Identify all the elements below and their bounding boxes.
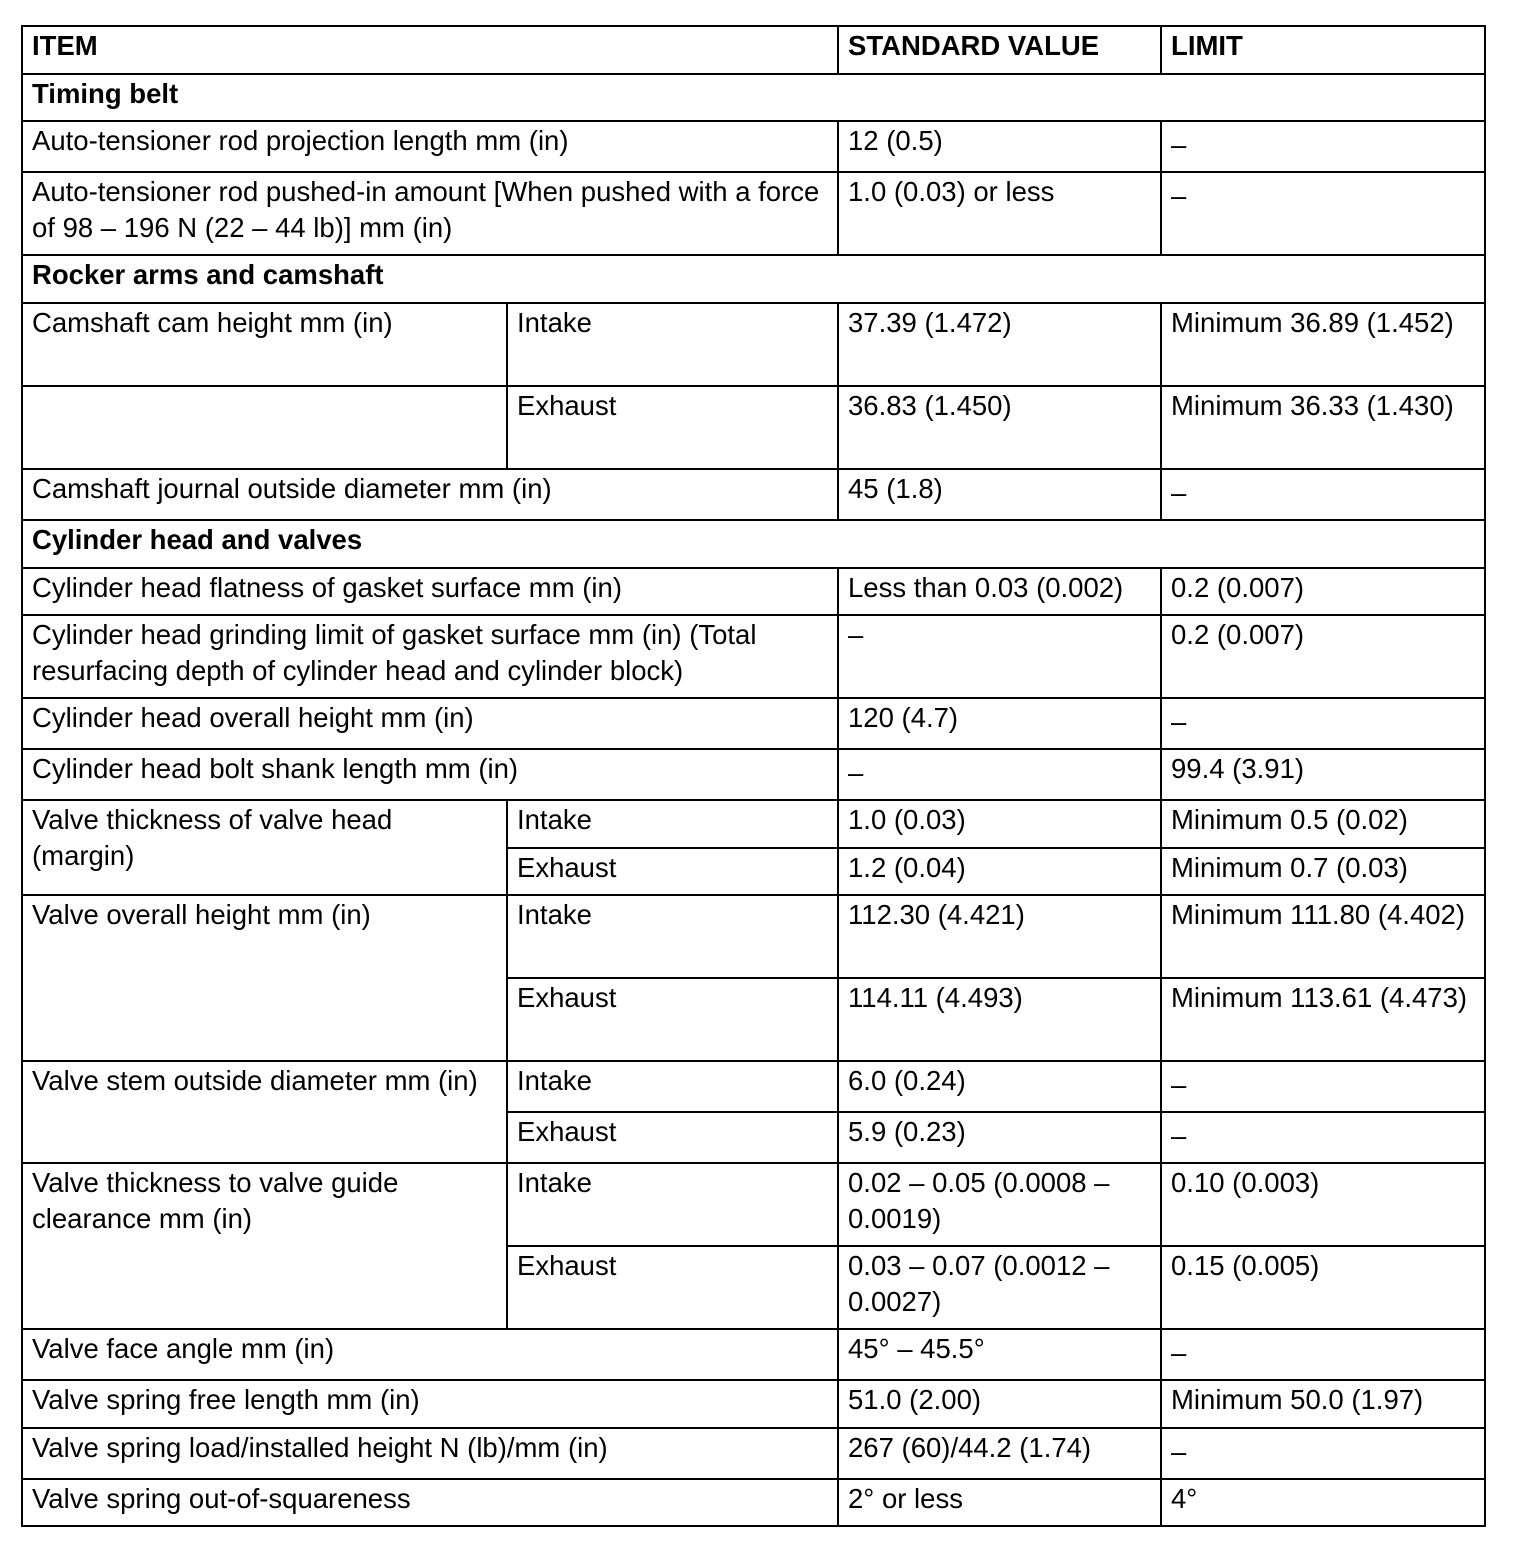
sub-item-cell: Intake: [507, 895, 838, 978]
item-cell: Valve spring free length mm (in): [22, 1380, 838, 1428]
header-limit: LIMIT: [1161, 26, 1485, 74]
limit-cell: [1161, 121, 1485, 172]
sub-item-cell: Intake: [507, 1061, 838, 1112]
limit-cell: [1161, 1061, 1485, 1112]
item-cell: Valve face angle mm (in): [22, 1329, 838, 1380]
standard-cell: 36.83 (1.450): [838, 386, 1161, 469]
standard-cell: 6.0 (0.24): [838, 1061, 1161, 1112]
standard-cell: 267 (60)/44.2 (1.74): [838, 1428, 1161, 1479]
sub-item-cell: Exhaust: [507, 1112, 838, 1163]
limit-value: –: [1171, 706, 1187, 737]
limit-cell: [1161, 698, 1485, 749]
header-row: [22, 26, 1485, 74]
item-cell: Valve thickness of valve head (margin): [22, 800, 507, 895]
limit-cell: Minimum 0.5 (0.02): [1161, 800, 1485, 848]
table-row: [22, 1061, 1485, 1112]
sub-item-cell: Exhaust: [507, 386, 838, 469]
sub-item-cell: Exhaust: [507, 978, 838, 1061]
limit-value: –: [1171, 1436, 1187, 1467]
table-row: [22, 615, 1485, 698]
limit-cell: 0.2 (0.007): [1161, 568, 1485, 615]
standard-cell: 1.0 (0.03): [838, 800, 1161, 848]
standard-cell: [838, 749, 1161, 800]
limit-value: –: [1171, 1337, 1187, 1368]
table-row: [22, 698, 1485, 749]
section-title: Rocker arms and camshaft: [22, 255, 1485, 303]
limit-cell: 0.2 (0.007): [1161, 615, 1485, 698]
table-row: [22, 386, 1485, 469]
sub-item-cell: Exhaust: [507, 848, 838, 895]
limit-cell: [1161, 1329, 1485, 1380]
standard-cell: 1.2 (0.04): [838, 848, 1161, 895]
item-cell: Camshaft cam height mm (in): [22, 303, 507, 386]
standard-cell: 0.03 – 0.07 (0.0012 – 0.0027): [838, 1246, 1161, 1329]
table-row: [22, 1428, 1485, 1479]
standard-value: –: [848, 757, 864, 788]
item-cell: Auto-tensioner rod projection length mm (in): [22, 121, 838, 172]
limit-value: –: [1171, 1069, 1187, 1100]
limit-cell: 99.4 (3.91): [1161, 749, 1485, 800]
limit-cell: [1161, 469, 1485, 520]
table-row: [22, 749, 1485, 800]
table-row: [22, 303, 1485, 386]
table-row: [22, 1479, 1485, 1526]
header-standard-value: STANDARD VALUE: [838, 26, 1161, 74]
limit-cell: Minimum 0.7 (0.03): [1161, 848, 1485, 895]
item-cell: Cylinder head overall height mm (in): [22, 698, 838, 749]
item-cell: Valve spring out-of-squareness: [22, 1479, 838, 1526]
table-row: [22, 121, 1485, 172]
item-cell: Cylinder head grinding limit of gasket surface mm (in) (Total resurfacing depth of cylinder head and cylinder block): [22, 615, 838, 698]
table-row: [22, 895, 1485, 978]
standard-cell: 112.30 (4.421): [838, 895, 1161, 978]
item-cell: Cylinder head flatness of gasket surface mm (in): [22, 568, 838, 615]
limit-cell: 0.15 (0.005): [1161, 1246, 1485, 1329]
item-cell: Auto-tensioner rod pushed-in amount [When pushed with a force of 98 – 196 N (22 – 44 lb)] mm (in): [22, 172, 838, 255]
item-cell: [22, 386, 507, 469]
section-row: [22, 74, 1485, 121]
sub-item-cell: Intake: [507, 1163, 838, 1246]
item-cell: Camshaft journal outside diameter mm (in): [22, 469, 838, 520]
sub-item-cell: Exhaust: [507, 1246, 838, 1329]
item-cell: Cylinder head bolt shank length mm (in): [22, 749, 838, 800]
standard-cell: 45 (1.8): [838, 469, 1161, 520]
table-row: [22, 172, 1485, 255]
table-row: [22, 1329, 1485, 1380]
item-cell: Valve thickness to valve guide clearance mm (in): [22, 1163, 507, 1329]
table-row: [22, 568, 1485, 615]
section-row: [22, 520, 1485, 568]
limit-cell: Minimum 36.33 (1.430): [1161, 386, 1485, 469]
standard-cell: –: [838, 615, 1161, 698]
limit-cell: Minimum 36.89 (1.452): [1161, 303, 1485, 386]
sub-item-cell: Intake: [507, 303, 838, 386]
sub-item-cell: Intake: [507, 800, 838, 848]
limit-cell: Minimum 50.0 (1.97): [1161, 1380, 1485, 1428]
limit-cell: Minimum 111.80 (4.402): [1161, 895, 1485, 978]
limit-value: –: [1171, 129, 1187, 160]
limit-cell: [1161, 1112, 1485, 1163]
standard-cell: 0.02 – 0.05 (0.0008 – 0.0019): [838, 1163, 1161, 1246]
table-row: [22, 469, 1485, 520]
section-row: [22, 255, 1485, 303]
header-item: ITEM: [22, 26, 838, 74]
table-row: [22, 1380, 1485, 1428]
standard-cell: 12 (0.5): [838, 121, 1161, 172]
limit-cell: 0.10 (0.003): [1161, 1163, 1485, 1246]
standard-cell: 120 (4.7): [838, 698, 1161, 749]
standard-cell: Less than 0.03 (0.002): [838, 568, 1161, 615]
standard-cell: 2° or less: [838, 1479, 1161, 1526]
limit-value: –: [1171, 477, 1187, 508]
section-title: Timing belt: [22, 74, 1485, 121]
item-cell: Valve overall height mm (in): [22, 895, 507, 1061]
standard-cell: 114.11 (4.493): [838, 978, 1161, 1061]
section-title: Cylinder head and valves: [22, 520, 1485, 568]
spec-table: [21, 25, 1486, 1527]
table-row: [22, 800, 1485, 848]
table-row: [22, 1163, 1485, 1246]
standard-cell: 45° – 45.5°: [838, 1329, 1161, 1380]
limit-cell: [1161, 172, 1485, 255]
standard-cell: 37.39 (1.472): [838, 303, 1161, 386]
standard-cell: 5.9 (0.23): [838, 1112, 1161, 1163]
limit-cell: [1161, 1428, 1485, 1479]
limit-cell: Minimum 113.61 (4.473): [1161, 978, 1485, 1061]
item-cell: Valve stem outside diameter mm (in): [22, 1061, 507, 1163]
item-cell: Valve spring load/installed height N (lb)/mm (in): [22, 1428, 838, 1479]
standard-cell: 1.0 (0.03) or less: [838, 172, 1161, 255]
standard-cell: 51.0 (2.00): [838, 1380, 1161, 1428]
limit-value: –: [1171, 1120, 1187, 1151]
limit-value: –: [1171, 180, 1187, 211]
limit-cell: 4°: [1161, 1479, 1485, 1526]
